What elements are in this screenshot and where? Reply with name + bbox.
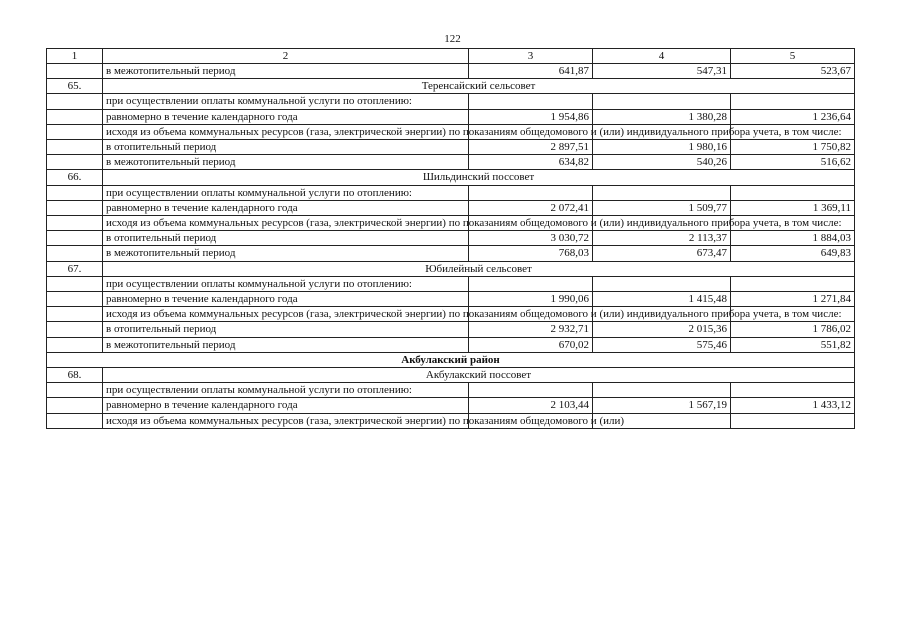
description-row bbox=[47, 185, 855, 200]
row-number-cell bbox=[47, 155, 103, 170]
description-row bbox=[47, 124, 855, 139]
section-title: Шильдинский поссовет bbox=[103, 170, 855, 185]
row-number-cell bbox=[47, 124, 103, 139]
section-title: Теренсайский сельсовет bbox=[103, 79, 855, 94]
table-row bbox=[47, 140, 855, 155]
row-number-cell bbox=[47, 383, 103, 398]
row-label: при осуществлении оплаты коммунальной услуги по отоплению: bbox=[103, 383, 469, 398]
row-label: при осуществлении оплаты коммунальной услуги по отоплению: bbox=[103, 185, 469, 200]
description-row bbox=[47, 276, 855, 291]
row-number-cell bbox=[47, 246, 103, 261]
section-row bbox=[47, 368, 855, 383]
value-col-5: 1 786,02 bbox=[731, 322, 855, 337]
value-col-3: 634,82 bbox=[469, 155, 593, 170]
value-cell-4 bbox=[593, 94, 731, 109]
value-col-3: 1 990,06 bbox=[469, 292, 593, 307]
row-number-cell bbox=[47, 231, 103, 246]
table-row bbox=[47, 292, 855, 307]
column-header-1: 1 bbox=[47, 49, 103, 64]
value-col-4: 673,47 bbox=[593, 246, 731, 261]
value-col-3: 1 954,86 bbox=[469, 109, 593, 124]
column-header-row bbox=[47, 49, 855, 64]
description-row bbox=[47, 307, 855, 322]
table-row bbox=[47, 398, 855, 413]
value-col-3: 768,03 bbox=[469, 246, 593, 261]
value-col-4: 575,46 bbox=[593, 337, 731, 352]
value-col-3: 641,87 bbox=[469, 64, 593, 79]
value-col-5: 1 236,64 bbox=[731, 109, 855, 124]
section-row bbox=[47, 261, 855, 276]
district-row bbox=[47, 352, 855, 367]
row-label: в отопительный период bbox=[103, 140, 469, 155]
row-label: равномерно в течение календарного года bbox=[103, 398, 469, 413]
row-number-cell bbox=[47, 307, 103, 322]
row-number-cell bbox=[47, 292, 103, 307]
table-row bbox=[47, 155, 855, 170]
section-number: 67. bbox=[47, 261, 103, 276]
value-col-3: 2 072,41 bbox=[469, 200, 593, 215]
value-cell-3 bbox=[469, 383, 593, 398]
row-number-cell bbox=[47, 322, 103, 337]
table-row bbox=[47, 64, 855, 79]
section-row bbox=[47, 79, 855, 94]
section-number: 65. bbox=[47, 79, 103, 94]
section-title: Акбулакский поссовет bbox=[103, 368, 855, 383]
value-col-3: 3 030,72 bbox=[469, 231, 593, 246]
value-col-3: 670,02 bbox=[469, 337, 593, 352]
row-label: исходя из объема коммунальных ресурсов (газа, электрической энергии) по показаниям общедомового и (или) индивидуального прибора учета, в том числе: bbox=[103, 216, 469, 231]
description-row bbox=[47, 216, 855, 231]
value-col-4: 1 980,16 bbox=[593, 140, 731, 155]
column-header-4: 4 bbox=[593, 49, 731, 64]
value-col-4: 2 113,37 bbox=[593, 231, 731, 246]
value-cell-5 bbox=[731, 383, 855, 398]
page-number: 122 bbox=[444, 33, 461, 45]
value-cell-4 bbox=[593, 185, 731, 200]
value-cell-3 bbox=[469, 185, 593, 200]
row-number-cell bbox=[47, 109, 103, 124]
column-header-5: 5 bbox=[731, 49, 855, 64]
row-number-cell bbox=[47, 337, 103, 352]
value-col-3: 2 103,44 bbox=[469, 398, 593, 413]
row-label: равномерно в течение календарного года bbox=[103, 109, 469, 124]
row-label: при осуществлении оплаты коммунальной услуги по отоплению: bbox=[103, 94, 469, 109]
district-title: Акбулакский район bbox=[47, 352, 855, 367]
row-label: при осуществлении оплаты коммунальной услуги по отоплению: bbox=[103, 276, 469, 291]
value-col-4: 547,31 bbox=[593, 64, 731, 79]
value-col-5: 1 750,82 bbox=[731, 140, 855, 155]
description-row bbox=[47, 383, 855, 398]
tariff-table bbox=[46, 48, 855, 429]
value-cell-4 bbox=[593, 276, 731, 291]
row-label: исходя из объема коммунальных ресурсов (газа, электрической энергии) по показаниям общедомового и (или) bbox=[103, 413, 469, 428]
value-col-5: 1 884,03 bbox=[731, 231, 855, 246]
row-label: исходя из объема коммунальных ресурсов (газа, электрической энергии) по показаниям общедомового и (или) индивидуального прибора учета, в том числе: bbox=[103, 307, 469, 322]
value-col-5: 1 369,11 bbox=[731, 200, 855, 215]
table-row bbox=[47, 337, 855, 352]
value-col-5: 1 433,12 bbox=[731, 398, 855, 413]
row-number-cell bbox=[47, 185, 103, 200]
value-col-3: 2 897,51 bbox=[469, 140, 593, 155]
row-number-cell bbox=[47, 398, 103, 413]
value-col-4: 540,26 bbox=[593, 155, 731, 170]
section-title: Юбилейный сельсовет bbox=[103, 261, 855, 276]
row-number-cell bbox=[47, 94, 103, 109]
table-row bbox=[47, 231, 855, 246]
value-cell-5 bbox=[731, 94, 855, 109]
section-number: 68. bbox=[47, 368, 103, 383]
value-col-5: 551,82 bbox=[731, 337, 855, 352]
value-cell-5 bbox=[731, 276, 855, 291]
section-row bbox=[47, 170, 855, 185]
row-label: равномерно в течение календарного года bbox=[103, 200, 469, 215]
value-cell-5 bbox=[731, 185, 855, 200]
table-body bbox=[47, 49, 855, 429]
value-col-5: 523,67 bbox=[731, 64, 855, 79]
description-row bbox=[47, 94, 855, 109]
row-label: исходя из объема коммунальных ресурсов (газа, электрической энергии) по показаниям общедомового и (или) индивидуального прибора учета, в том числе: bbox=[103, 124, 469, 139]
table-row bbox=[47, 322, 855, 337]
row-label: в межотопительный период bbox=[103, 337, 469, 352]
description-row bbox=[47, 413, 855, 428]
column-header-2: 2 bbox=[103, 49, 469, 64]
row-label: в межотопительный период bbox=[103, 64, 469, 79]
value-col-4: 1 415,48 bbox=[593, 292, 731, 307]
row-label: в отопительный период bbox=[103, 322, 469, 337]
value-col-4: 2 015,36 bbox=[593, 322, 731, 337]
section-number: 66. bbox=[47, 170, 103, 185]
value-col-4: 1 567,19 bbox=[593, 398, 731, 413]
row-number-cell bbox=[47, 276, 103, 291]
table-row bbox=[47, 109, 855, 124]
value-col-4: 1 509,77 bbox=[593, 200, 731, 215]
row-number-cell bbox=[47, 216, 103, 231]
value-cell-3 bbox=[469, 276, 593, 291]
value-col-5: 516,62 bbox=[731, 155, 855, 170]
value-cell-5 bbox=[731, 413, 855, 428]
row-label: в отопительный период bbox=[103, 231, 469, 246]
table-row bbox=[47, 200, 855, 215]
value-col-3: 2 932,71 bbox=[469, 322, 593, 337]
value-cell-4 bbox=[593, 383, 731, 398]
column-header-3: 3 bbox=[469, 49, 593, 64]
value-col-5: 649,83 bbox=[731, 246, 855, 261]
row-number-cell bbox=[47, 413, 103, 428]
table-row bbox=[47, 246, 855, 261]
value-col-5: 1 271,84 bbox=[731, 292, 855, 307]
row-number-cell bbox=[47, 200, 103, 215]
row-number-cell bbox=[47, 64, 103, 79]
row-label: в межотопительный период bbox=[103, 155, 469, 170]
value-col-4: 1 380,28 bbox=[593, 109, 731, 124]
value-cell-3 bbox=[469, 94, 593, 109]
row-label: в межотопительный период bbox=[103, 246, 469, 261]
row-label: равномерно в течение календарного года bbox=[103, 292, 469, 307]
row-number-cell bbox=[47, 140, 103, 155]
